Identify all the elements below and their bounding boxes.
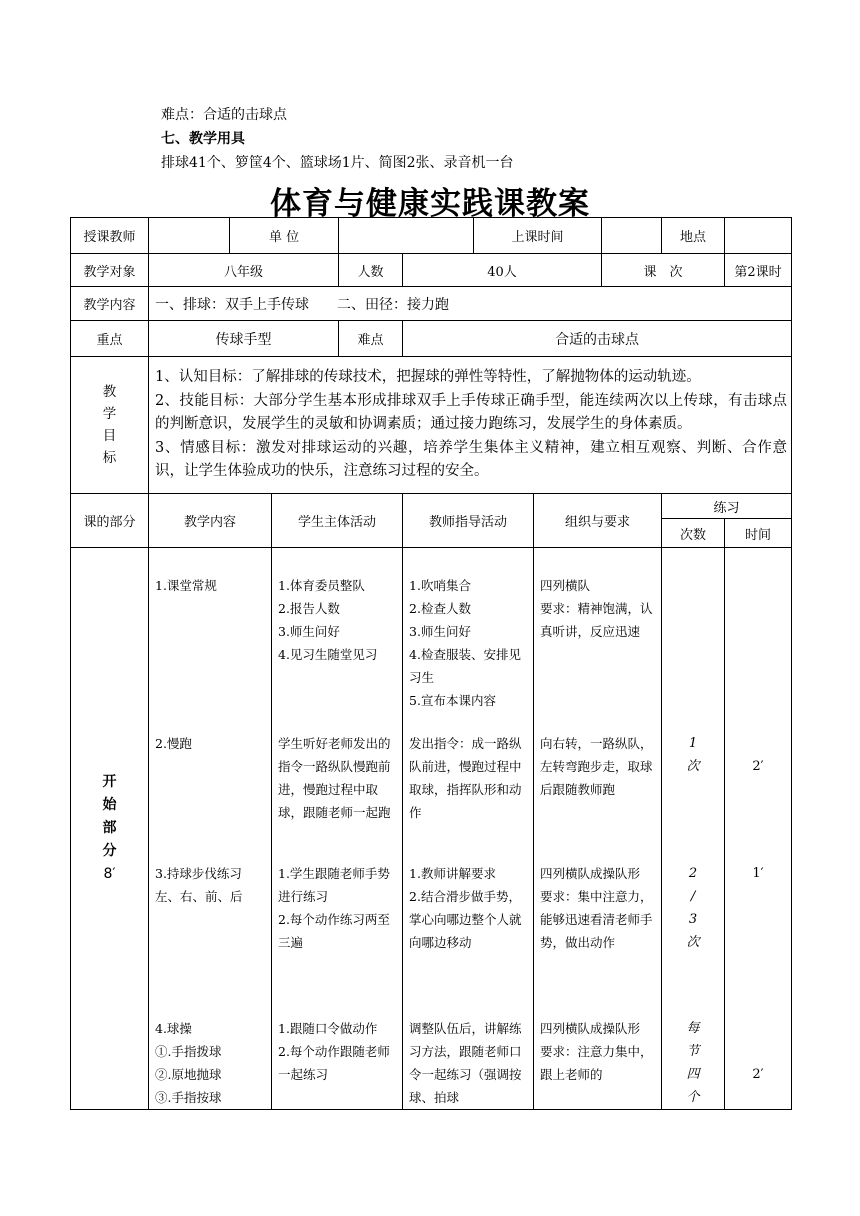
- row-2-duration: 2′: [752, 759, 764, 774]
- key-value: 传球手型: [149, 321, 339, 357]
- times-column: [662, 548, 725, 1110]
- row-2-student: 学生听好老师发出的指令一路纵队慢跑前进，慢跑过程中取球，跟随老师一起跑: [278, 736, 391, 820]
- row-3-duration: 1′: [752, 866, 764, 881]
- col-student: 学生主体活动: [272, 494, 403, 548]
- goal-cognitive: 1、认知目标：了解排球的传球技术，把握球的弹性等特性，了解抛物体的运动轨迹。: [155, 369, 701, 386]
- count-value: 40人: [403, 254, 602, 287]
- row-3-teacher: 1.教师讲解要求 2.结合滑步做手势，掌心向哪边整个人就向哪边移动: [409, 866, 522, 950]
- count-label: 人数: [339, 254, 403, 287]
- row-3-times: 2 / 3 次: [686, 866, 700, 950]
- teacher-column: [403, 548, 534, 1110]
- preface-section-heading: 七、教学用具: [161, 131, 245, 147]
- audience-value: 八年级: [149, 254, 339, 287]
- difficulty-value: 合适的击球点: [403, 321, 792, 357]
- preface-equipment: 排球41个、箩筐4个、篮球场1片、简图2张、录音机一台: [161, 155, 514, 171]
- content-column: [149, 548, 272, 1110]
- time-label: 上课时间: [474, 218, 602, 254]
- col-teacher: 教师指导活动: [403, 494, 534, 548]
- row-2-content: 2.慢跑: [155, 736, 192, 751]
- place-label: 地点: [662, 218, 725, 254]
- col-org: 组织与要求: [534, 494, 662, 548]
- part-label: 开 始 部 分 8′: [71, 548, 149, 1110]
- lesson-label: 课 次: [602, 254, 725, 287]
- teacher-label: 授课教师: [71, 218, 149, 254]
- content-label: 教学内容: [71, 287, 149, 321]
- lesson-value: 第2课时: [725, 254, 792, 287]
- audience-label: 教学对象: [71, 254, 149, 287]
- preface-difficulty: 难点：合适的击球点: [161, 107, 287, 123]
- goal-affective: 3、情感目标：激发对排球运动的兴趣，培养学生集体主义精神，建立相互观察、判断、合作意识，让学生体验成功的快乐，注意练习过程的安全。: [155, 439, 788, 480]
- row-3-student: 1.学生跟随老师手势进行练习 2.每个动作练习两至三遍: [278, 866, 390, 950]
- row-3-org: 四列横队成操队形 要求：集中注意力，能够迅速看清老师手势，做出动作: [540, 866, 653, 950]
- lesson-plan-table: [70, 217, 792, 1110]
- time-value: [602, 218, 662, 254]
- row-4-times: 每 节 四 个: [686, 1021, 700, 1105]
- row-1-teacher: 1.吹哨集合 2.检查人数 3.师生问好 4.检查服装、安排见习生 5.宣布本课内容: [409, 578, 521, 708]
- key-label: 重点: [71, 321, 149, 357]
- student-column: [272, 548, 403, 1110]
- row-4-org: 四列横队成操队形 要求：注意力集中，跟上老师的: [540, 1021, 653, 1082]
- row-3-content: 3.持球步伐练习 左、右、前、后: [155, 866, 243, 904]
- col-practice: 练习: [662, 494, 792, 519]
- duration-column: [725, 548, 792, 1110]
- col-times: 次数: [662, 519, 725, 548]
- row-1-org: 四列横队 要求：精神饱满，认真听讲，反应迅速: [540, 578, 653, 639]
- teacher-value: [149, 218, 230, 254]
- content-value: 一、排球：双手上手传球 二、田径：接力跑: [149, 287, 792, 321]
- col-duration: 时间: [725, 519, 792, 548]
- org-column: [534, 548, 662, 1110]
- row-1-student: 1.体育委员整队 2.报告人数 3.师生问好 4.见习生随堂见习: [278, 578, 378, 662]
- row-1-duration: [725, 574, 791, 732]
- row-2-times: 1 次: [686, 736, 700, 774]
- col-part: 课的部分: [71, 494, 149, 548]
- row-4-content: 4.球操 ①.手指拨球 ②.原地抛球 ③.手指按球: [155, 1021, 222, 1105]
- place-value: [725, 218, 792, 254]
- unit-value: [339, 218, 474, 254]
- goals-text: [149, 357, 792, 494]
- row-1-content: 1.课堂常规: [155, 578, 217, 593]
- unit-label: 单 位: [230, 218, 339, 254]
- row-4-duration: 2′: [752, 1067, 764, 1082]
- page-title: 体育与健康实践课教案: [270, 186, 590, 222]
- row-2-org: 向右转，一路纵队，左转弯跑步走，取球后跟随教师跑: [540, 736, 653, 797]
- row-4-teacher: 调整队伍后，讲解练习方法，跟随老师口令一起练习（强调按球、拍球: [409, 1021, 522, 1105]
- goal-skill: 2、技能目标：大部分学生基本形成排球双手上手传球正确手型，能连续两次以上传球，有击球点的判断意识，发展学生的灵敏和协调素质；通过接力跑练习，发展学生的身体素质。: [155, 392, 788, 433]
- col-content: 教学内容: [149, 494, 272, 548]
- goals-label: 教 学 目 标: [71, 357, 149, 494]
- row-4-student: 1.跟随口令做动作 2.每个动作跟随老师一起练习: [278, 1021, 390, 1082]
- row-2-teacher: 发出指令：成一路纵队前进，慢跑过程中取球，指挥队形和动作: [409, 736, 522, 820]
- difficulty-label: 难点: [339, 321, 403, 357]
- part-time: 8′: [103, 866, 116, 882]
